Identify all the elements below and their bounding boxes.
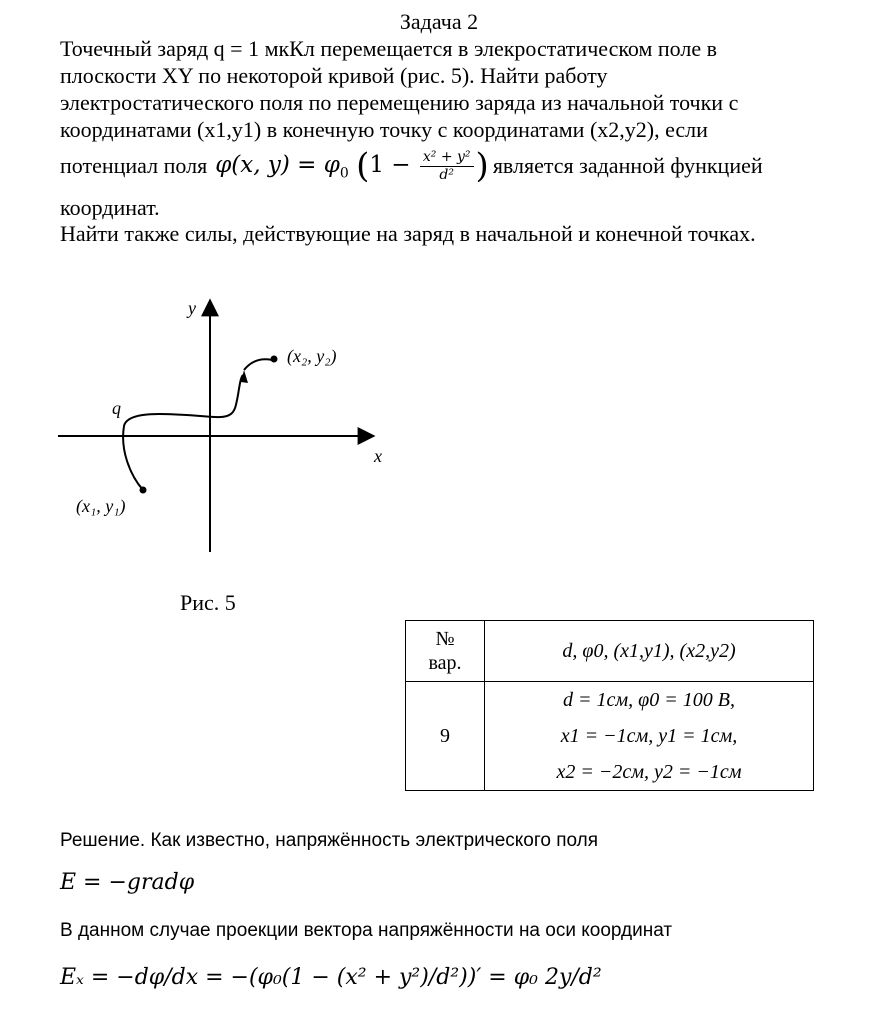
trajectory-figure xyxy=(40,290,400,560)
problem-line-4: координатами (x1,y1) в конечную точку с координатами (x2,y2), если xyxy=(60,117,708,142)
table-cell-variant: 9 xyxy=(406,682,485,791)
figure-caption: Рис. 5 xyxy=(180,590,236,615)
variants-table xyxy=(405,620,814,791)
formula-phi-numerator: x² + y² xyxy=(420,150,474,167)
formula-phi-one-minus: 1 − xyxy=(369,152,411,178)
table-row xyxy=(406,682,814,791)
y-axis-label: y xyxy=(188,298,196,318)
formula-phi-sub: 0 xyxy=(339,165,349,182)
problem-line-coords: координат. xyxy=(60,195,160,220)
formula-phi-lhs: φ(x, y) = φ xyxy=(215,152,340,178)
header-variant-abbr: вар. xyxy=(428,652,462,674)
projections-text: В данном случае проекции вектора напряжённости на оси координат xyxy=(60,920,673,941)
problem-line-3: электростатического поля по перемещению заряда из начальной точки с xyxy=(60,90,739,115)
start-point-label: (x₁, y₁) xyxy=(76,496,126,516)
table-header-row xyxy=(406,621,814,682)
table-header-variant xyxy=(406,621,485,682)
problem-line-forces: Найти также силы, действующие на заряд в начальной и конечной точках. xyxy=(60,221,756,246)
end-point-marker xyxy=(271,356,278,363)
formula-ex: Eₓ = −dφ/dx = −(φ₀(1 − (x² + y²)/d²))′ = φ₀ 2y/d² xyxy=(60,965,602,990)
potential-suffix: является заданной функцией xyxy=(492,153,763,178)
header-number-sign: № xyxy=(435,628,455,650)
formula-phi-paren-close: ) xyxy=(475,146,489,186)
value-line-1: d = 1см, φ0 = 100 B, xyxy=(563,689,735,711)
table-header-params: d, φ0, (x1,y1), (x2,y2) xyxy=(485,621,814,682)
problem-line-1: Точечный заряд q = 1 мкКл перемещается в элекростатическом поле в xyxy=(60,36,718,61)
formula-phi-fraction xyxy=(420,150,474,182)
potential-line xyxy=(60,143,763,189)
table-cell-values xyxy=(485,682,814,791)
trajectory-curve-end xyxy=(244,359,272,370)
trajectory-curve xyxy=(123,375,243,490)
solution-intro: Решение. Как известно, напряжённость электрического поля xyxy=(60,830,599,851)
value-line-2: x1 = −1см, y1 = 1см, xyxy=(560,725,738,747)
potential-prefix: потенциал поля xyxy=(60,153,208,178)
formula-e-gradient: E = −gradφ xyxy=(60,870,195,895)
problem-line-2: плоскости XY по некоторой кривой (рис. 5). Найти работу xyxy=(60,63,608,88)
formula-phi-paren-open: ( xyxy=(356,146,370,186)
problem-title: Задача 2 xyxy=(399,9,479,34)
value-line-3: x2 = −2см, y2 = −1см xyxy=(556,761,742,783)
formula-phi xyxy=(215,146,489,186)
formula-phi-denominator: d² xyxy=(439,166,454,183)
start-point-marker xyxy=(140,487,147,494)
end-point-label: (x₂, y₂) xyxy=(287,346,337,366)
charge-label: q xyxy=(112,398,121,418)
x-axis-label: x xyxy=(374,446,382,466)
